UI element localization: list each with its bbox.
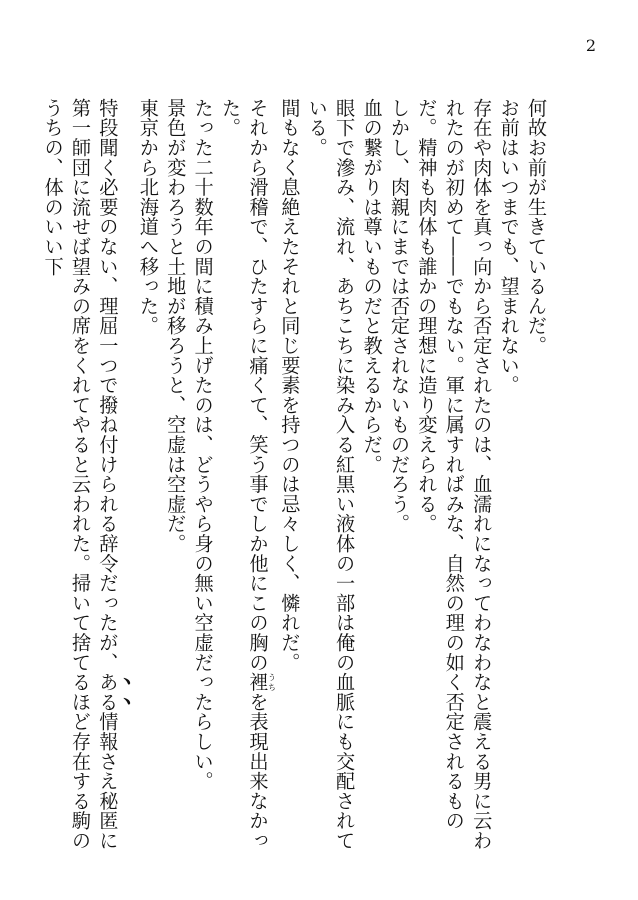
page-number: 2 (585, 36, 596, 55)
text-line: 血の繋がりは尊いものだと教えるからだ。 (360, 98, 384, 475)
text-line (39, 98, 134, 868)
text-segment: 情報さえ秘匿に第一師団に流せば望みの席をくれてやると云われた。掃いて捨てるほど存在する駒のうちの、体のいい下 (41, 98, 120, 851)
text-segment: それから滑稽で、ひたすらに痛くて、笑う事でしか他にこの胸の (246, 98, 270, 673)
text-line: 何故お前が生きているんだ。 (525, 98, 548, 356)
text-line: 間もなく息絶えたそれと同じ要素を持つのは忌々しく、憐れだ。 (278, 98, 302, 673)
text-line: しかし、肉親にまでは否定されないものだろう。 (387, 98, 411, 534)
ruby-reading: うち (267, 672, 277, 692)
text-segment: を表現出来なかった。 (219, 98, 270, 851)
text-line: 景色が変わろうと土地が移ろうと、空虚は空虚だ。 (164, 98, 188, 554)
text-segment: 特段聞く必要のない、理屈一つで撥ね付けられる辞令だったが、 (96, 98, 120, 673)
text-line: 存在や肉体を真っ向から否定されたのは、血濡れになってわなわなと震える男に云われたのが初めて――でもない。軍に属すればみな、自然の理の如く否定されるものだ。精神も肉体も誰かの理想に造り変えられる。 (415, 98, 494, 851)
text-line: お前はいつまでも、望まれない。 (497, 98, 521, 395)
novel-text-body (41, 98, 550, 868)
emphasized-text: ある (96, 672, 120, 712)
ruby-word (246, 672, 277, 693)
text-line: 東京から北海道へ移った。 (136, 98, 160, 336)
text-line: 眼下で滲み、流れ、あちこちに染み入る紅黒い液体の一部は俺の血脈にも交配されている。 (305, 98, 357, 851)
text-line (217, 98, 276, 868)
ruby-base: 裡 (246, 672, 270, 693)
text-line: たった二十数年の間に積み上げたのは、どうやら身の無い空虚だったらしい。 (191, 98, 215, 791)
